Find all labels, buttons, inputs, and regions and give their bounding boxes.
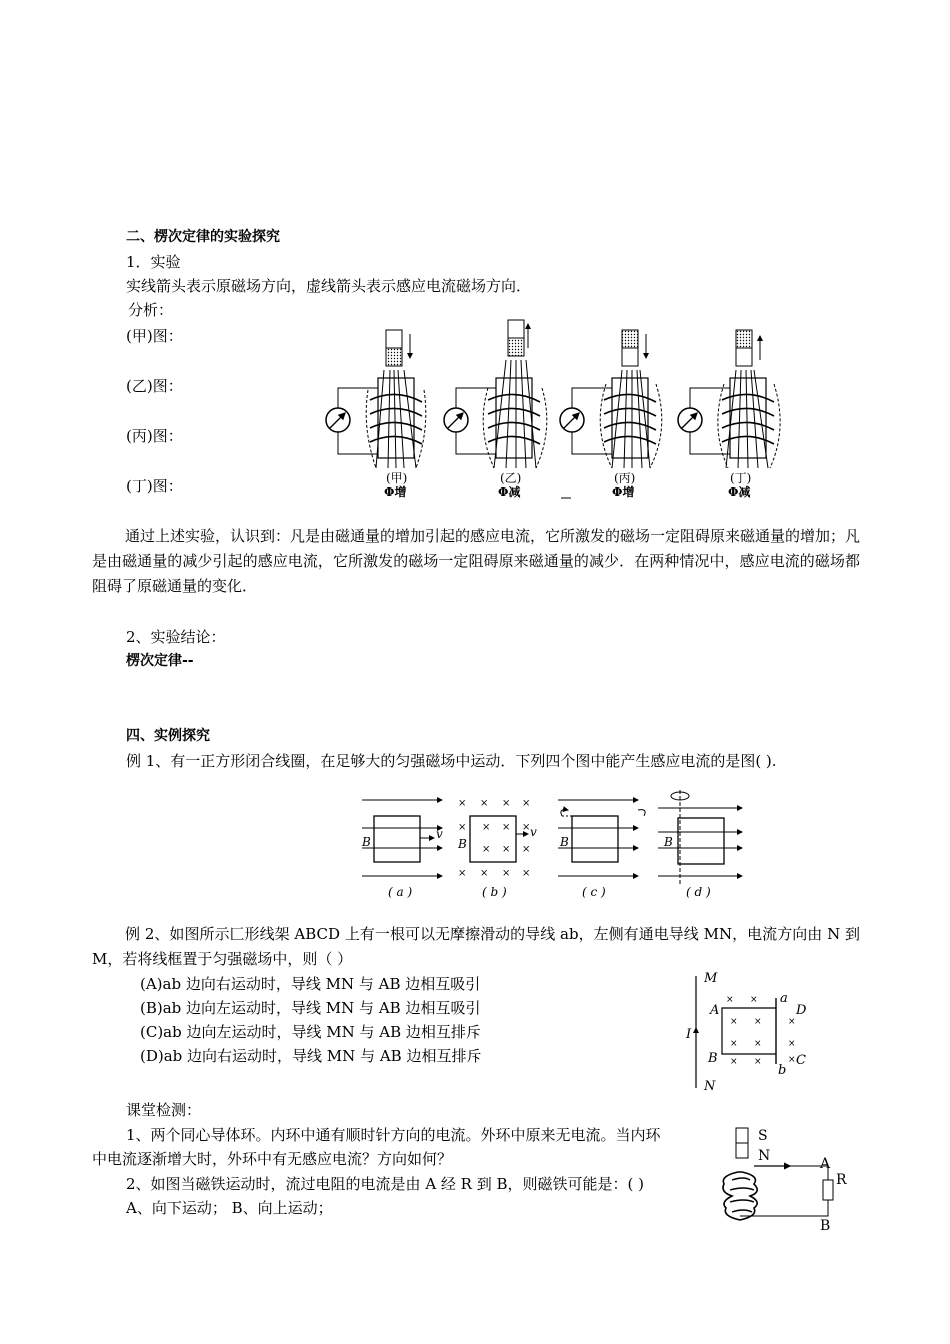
label-b-lower: b	[778, 1063, 787, 1078]
caption-jia-flux: Φ增	[384, 485, 407, 499]
label-b-upper: B	[708, 1051, 718, 1066]
example-2-figure	[686, 968, 816, 1092]
example-1-fig-a	[361, 800, 443, 876]
field-label-b: B	[362, 835, 371, 849]
svg-text:×: ×	[788, 1055, 796, 1065]
field-label-b: B	[560, 835, 569, 849]
svg-text:×: ×	[522, 798, 531, 809]
svg-text:×: ×	[730, 1039, 738, 1049]
caption-bing-flux: Φ增	[612, 485, 635, 499]
svg-text:×: ×	[788, 1017, 796, 1027]
example-1-fig-b	[457, 798, 537, 879]
question-2-options: A、向下运动； B、向上运动；	[126, 1199, 333, 1217]
point-b-label: B	[820, 1218, 831, 1234]
analysis-label: 分析：	[128, 301, 174, 319]
label-d: D	[796, 1003, 807, 1018]
example-1-figure	[358, 786, 748, 902]
svg-text:×: ×	[458, 868, 467, 879]
example-1-text: 例 1、有一正方形闭合线圈，在足够大的匀强磁场中运动．下列四个图中能产生感应电流的是图( ).	[126, 752, 777, 770]
experiment-bing	[560, 330, 662, 468]
example-2-text: 例 2、如图所示匚形线架 ABCD 上有一根可以无摩擦滑动的导线 ab，左侧有通电导线 MN，电流方向由 N 到 M，若将线框置于匀强磁场中，则（ ）	[92, 925, 860, 968]
section-heading: 四、实例探究	[126, 728, 210, 744]
svg-text:×: ×	[502, 798, 511, 809]
option-c: (C)ab 边向左运动时，导线 MN 与 AB 边相互排斥	[140, 1023, 481, 1041]
caption-ding: (丁)	[730, 471, 752, 485]
experiment-ding	[678, 330, 780, 468]
velocity-label: v	[436, 827, 443, 841]
field-label-b: B	[664, 835, 673, 849]
label-m: M	[704, 971, 718, 986]
label-a-lower: a	[780, 991, 788, 1006]
option-b: (B)ab 边向左运动时，导线 MN 与 AB 边相互吸引	[140, 999, 481, 1017]
magnet-n-label: N	[758, 1148, 771, 1164]
label-current: I	[686, 1027, 692, 1042]
caption-jia: (甲)	[386, 471, 408, 485]
svg-text:×: ×	[502, 844, 511, 855]
experiment-figure	[318, 318, 778, 508]
magnet-s-label: S	[758, 1128, 768, 1144]
fig-label-c: ( c )	[582, 885, 606, 899]
svg-text:×: ×	[458, 798, 467, 809]
option-d: (D)ab 边向右运动时，导线 MN 与 AB 边相互排斥	[140, 1047, 482, 1065]
experiment-yi	[444, 320, 547, 468]
svg-text:×: ×	[750, 995, 758, 1005]
svg-text:×: ×	[482, 822, 491, 833]
law-name: 楞次定律--	[126, 653, 194, 669]
svg-text:×: ×	[480, 868, 489, 879]
caption-yi-flux: Φ减	[498, 485, 521, 499]
svg-text:×: ×	[730, 1057, 738, 1067]
question-1-line-2: 中电流逐渐增大时，外环中有无感应电流？方向如何？	[92, 1150, 453, 1168]
fig-label-d: ( d )	[686, 885, 711, 899]
resistor-label: R	[836, 1172, 847, 1188]
svg-text:×: ×	[730, 1017, 738, 1027]
question-2-figure	[718, 1124, 858, 1234]
experiment-jia	[326, 330, 426, 468]
svg-text:×: ×	[522, 844, 531, 855]
figure-label-bing: (丙)图：	[126, 427, 183, 445]
description-text: 实线箭头表示原磁场方向，虚线箭头表示感应电流磁场方向．	[126, 277, 532, 295]
figure-label-ding: (丁)图：	[126, 477, 183, 495]
svg-text:×: ×	[522, 822, 531, 833]
svg-text:×: ×	[502, 868, 511, 879]
point-a-label: A	[820, 1156, 831, 1172]
field-label-b: B	[458, 837, 467, 851]
svg-text:×: ×	[480, 798, 489, 809]
svg-text:×: ×	[788, 1039, 796, 1049]
caption-ding-flux: Φ减	[728, 485, 751, 499]
label-n: N	[704, 1079, 716, 1094]
question-1-line-1: 1、两个同心导体环。内环中通有顺时针方向的电流。外环中原来无电流。当内环	[126, 1126, 661, 1144]
svg-text:×: ×	[754, 1039, 762, 1049]
option-a: (A)ab 边向右运动时，导线 MN 与 AB 边相互吸引	[140, 975, 481, 993]
fig-label-b: ( b )	[482, 885, 507, 899]
example-1-fig-c	[558, 800, 645, 876]
svg-text:×: ×	[754, 1057, 762, 1067]
caption-bing: (丙)	[614, 471, 636, 485]
check-heading: 课堂检测：	[126, 1101, 202, 1119]
item-title: 2、实验结论：	[126, 628, 226, 646]
svg-text:×: ×	[458, 822, 467, 833]
question-2: 2、如图当磁铁运动时，流过电阻的电流是由 A 经 R 到 B，则磁铁可能是：( )	[126, 1175, 645, 1193]
conclusion-paragraph: 通过上述实验，认识到：凡是由磁通量的增加引起的感应电流，它所激发的磁场一定阻碍原来磁通量的增加；凡是由磁通量的减少引起的感应电流，它所激发的磁场一定阻碍原来磁通量的减少．在两种情况中，感应电流的磁场都阻碍了原磁通量的变化．	[92, 527, 861, 595]
caption-yi: (乙)	[500, 471, 522, 485]
example-1-fig-d	[658, 790, 742, 886]
velocity-label: v	[530, 825, 537, 839]
label-c: C	[796, 1053, 806, 1068]
label-a-upper: A	[710, 1003, 720, 1018]
figure-label-yi: (乙)图：	[126, 377, 183, 395]
figure-label-jia: (甲)图：	[126, 327, 183, 345]
svg-text:×: ×	[754, 1017, 762, 1027]
svg-text:×: ×	[482, 844, 491, 855]
svg-text:×: ×	[522, 868, 531, 879]
svg-text:×: ×	[502, 822, 511, 833]
svg-text:×: ×	[726, 995, 734, 1005]
item-title: 1．实验	[126, 253, 181, 271]
section-heading: 二、楞次定律的实验探究	[126, 229, 280, 245]
fig-label-a: ( a )	[388, 885, 413, 899]
